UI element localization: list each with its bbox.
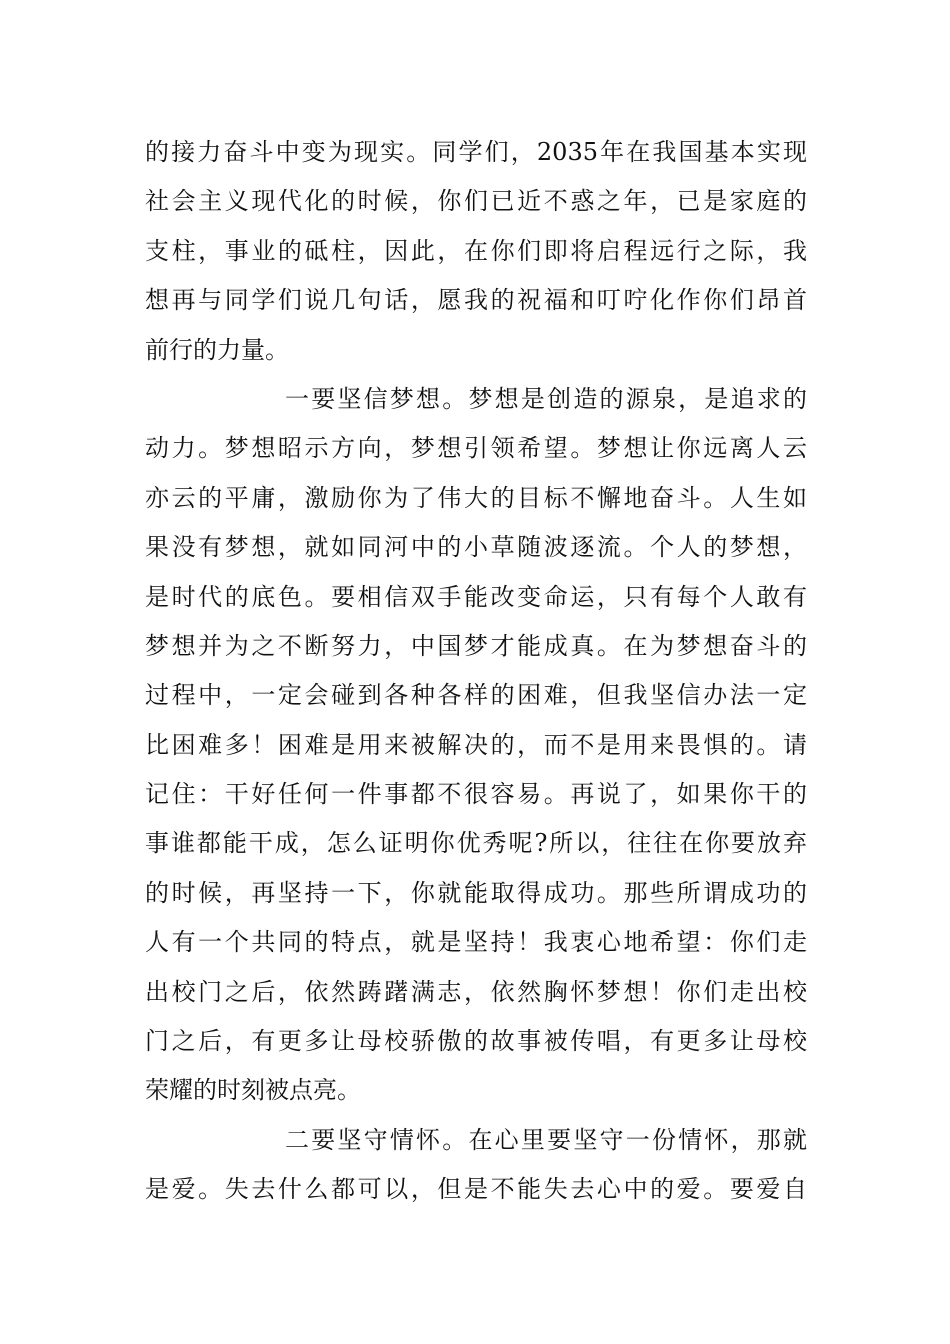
- text-line: 过程中，一定会碰到各种各样的困难，但我坚信办法一定: [145, 681, 807, 710]
- text-line: 事谁都能干成，怎么证明你优秀呢?所以，往往在你要放弃: [145, 829, 807, 858]
- text-line: 记住：干好任何一件事都不很容易。再说了，如果你干的: [145, 780, 807, 809]
- text-line: 动力。梦想昭示方向，梦想引领希望。梦想让你远离人云: [145, 434, 807, 463]
- text-line: 门之后，有更多让母校骄傲的故事被传唱，有更多让母校: [145, 1027, 807, 1056]
- text-line: 的接力奋斗中变为现实。同学们，2035年在我国基本实现: [145, 138, 807, 166]
- body-text: [145, 128, 807, 1215]
- text-line: 亦云的平庸，激励你为了伟大的目标不懈地奋斗。人生如: [145, 483, 807, 512]
- text-line: 人有一个共同的特点，就是坚持！我衷心地希望：你们走: [145, 928, 807, 957]
- text-line: 梦想并为之不断努力，中国梦才能成真。在为梦想奋斗的: [145, 631, 807, 660]
- text-line: 想再与同学们说几句话，愿我的祝福和叮咛化作你们昂首: [145, 286, 807, 315]
- paragraph: [145, 1116, 807, 1215]
- text-line: 一要坚信梦想。梦想是创造的源泉，是追求的: [285, 384, 807, 413]
- text-line: 出校门之后，依然踌躇满志，依然胸怀梦想！你们走出校: [145, 977, 807, 1006]
- paragraph: [145, 128, 807, 375]
- text-line: 支柱，事业的砥柱，因此，在你们即将启程远行之际，我: [145, 236, 807, 265]
- text-line: 社会主义现代化的时候，你们已近不惑之年，已是家庭的: [145, 187, 807, 216]
- text-line: 是时代的底色。要相信双手能改变命运，只有每个人敢有: [145, 582, 807, 611]
- paragraph: [145, 375, 807, 1116]
- text-line: 比困难多！困难是用来被解决的，而不是用来畏惧的。请: [145, 730, 807, 759]
- text-line: 是爱。失去什么都可以，但是不能失去心中的爱。要爱自: [145, 1175, 807, 1204]
- text-line: 前行的力量。: [145, 335, 289, 364]
- text-line: 二要坚守情怀。在心里要坚守一份情怀，那就: [285, 1125, 807, 1154]
- text-line: 果没有梦想，就如同河中的小草随波逐流。个人的梦想，: [145, 533, 807, 562]
- text-line: 荣耀的时刻被点亮。: [145, 1076, 361, 1105]
- text-line: 的时候，再坚持一下，你就能取得成功。那些所谓成功的: [145, 878, 807, 907]
